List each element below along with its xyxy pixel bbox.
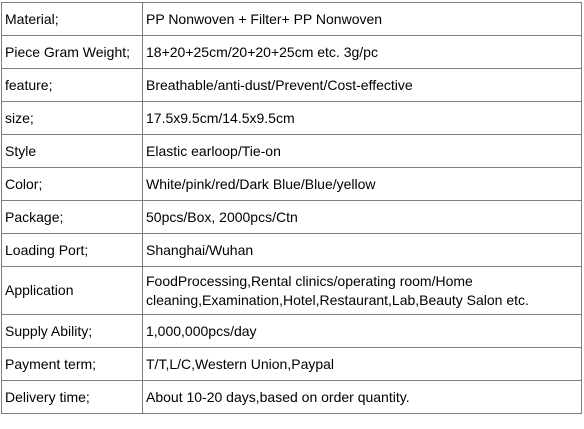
row-value: About 10-20 days,based on order quantity.	[143, 381, 582, 414]
table-row	[2, 201, 582, 234]
row-label: Delivery time;	[2, 381, 143, 414]
row-label: Piece Gram Weight;	[2, 36, 143, 69]
row-value: White/pink/red/Dark Blue/Blue/yellow	[143, 168, 582, 201]
row-label: size;	[2, 102, 143, 135]
row-label: Application	[2, 267, 143, 315]
table-row	[2, 381, 582, 414]
row-value: Shanghai/Wuhan	[143, 234, 582, 267]
spec-table	[1, 2, 582, 414]
row-value: Elastic earloop/Tie-on	[143, 135, 582, 168]
row-value: PP Nonwoven + Filter+ PP Nonwoven	[143, 3, 582, 36]
row-label: Material;	[2, 3, 143, 36]
table-row	[2, 3, 582, 36]
table-row	[2, 69, 582, 102]
row-label: Loading Port;	[2, 234, 143, 267]
table-row	[2, 348, 582, 381]
row-value: 17.5x9.5cm/14.5x9.5cm	[143, 102, 582, 135]
table-row	[2, 135, 582, 168]
row-value: FoodProcessing,Rental clinics/operating room/Home cleaning,Examination,Hotel,Restaurant,Lab,Beauty Salon etc.	[143, 267, 582, 315]
row-value: 18+20+25cm/20+20+25cm etc. 3g/pc	[143, 36, 582, 69]
row-label: Payment term;	[2, 348, 143, 381]
row-value: 1,000,000pcs/day	[143, 315, 582, 348]
table-row	[2, 102, 582, 135]
row-label: Supply Ability;	[2, 315, 143, 348]
table-row	[2, 267, 582, 315]
table-row	[2, 36, 582, 69]
row-value: 50pcs/Box, 2000pcs/Ctn	[143, 201, 582, 234]
row-value: Breathable/anti-dust/Prevent/Cost-effective	[143, 69, 582, 102]
row-value: T/T,L/C,Western Union,Paypal	[143, 348, 582, 381]
row-label: Package;	[2, 201, 143, 234]
row-label: Color;	[2, 168, 143, 201]
table-row	[2, 168, 582, 201]
table-row	[2, 234, 582, 267]
row-label: Style	[2, 135, 143, 168]
table-row	[2, 315, 582, 348]
row-label: feature;	[2, 69, 143, 102]
